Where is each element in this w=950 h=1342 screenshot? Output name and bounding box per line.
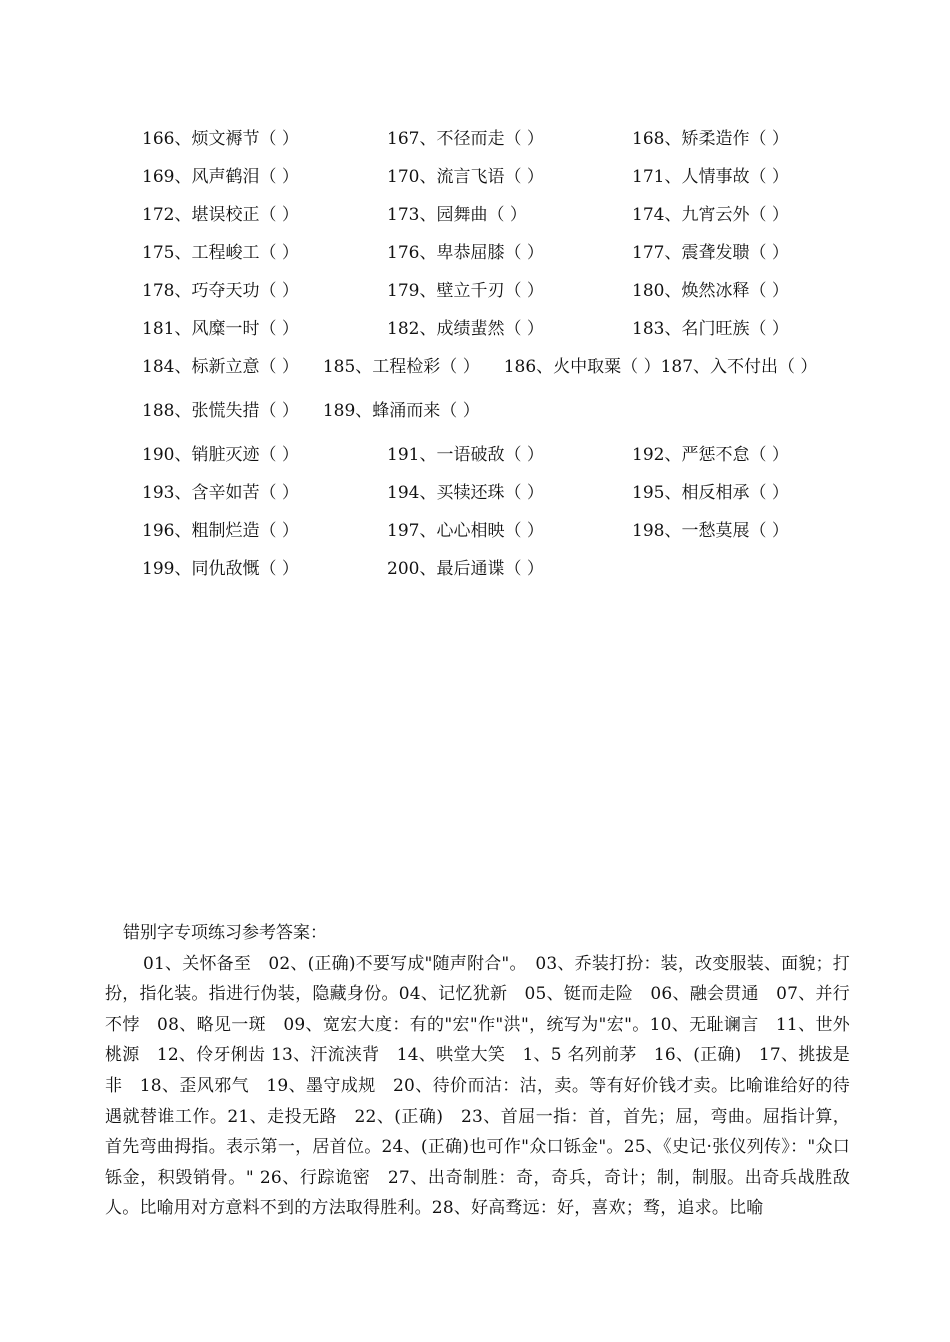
exercise-item: 168、矫柔造作（ ） (632, 128, 789, 149)
exercise-item: 171、人情事故（ ） (632, 166, 789, 187)
exercise-item: 200、最后通谍（ ） (387, 558, 544, 579)
exercise-item: 188、张慌失措（ ） (142, 401, 299, 421)
exercise-row (142, 231, 852, 269)
exercise-row (142, 193, 852, 231)
exercise-item: 196、粗制烂造（ ） (142, 520, 299, 541)
exercise-item: 198、一愁莫展（ ） (632, 520, 789, 541)
exercise-item: 181、风糜一时（ ） (142, 318, 299, 339)
exercise-item: 197、心心相映（ ） (387, 520, 544, 541)
exercise-item: 167、不径而走（ ） (387, 128, 544, 149)
exercise-item: 182、成绩蜚然（ ） (387, 318, 544, 339)
exercise-row (142, 433, 852, 471)
exercise-row (142, 547, 852, 585)
exercise-item: 169、风声鹤泪（ ） (142, 166, 299, 187)
answer-key-title: 错别字专项练习参考答案： (123, 923, 327, 943)
exercise-row-wrapped (142, 345, 852, 433)
exercise-item: 194、买犊还珠（ ） (387, 482, 544, 503)
exercise-row (142, 117, 852, 155)
exercise-item: 175、工程峻工（ ） (142, 242, 299, 263)
exercise-row (142, 269, 852, 307)
answer-key (105, 918, 850, 1224)
exercise-item: 193、含辛如苦（ ） (142, 482, 299, 503)
exercise-row (142, 471, 852, 509)
exercise-item: 186、火中取粟（ ）187、入不付出（ ） (503, 357, 818, 377)
exercise-item: 195、相反相承（ ） (632, 482, 789, 503)
exercise-item: 190、销脏灭迹（ ） (142, 444, 299, 465)
exercise-item: 173、园舞曲（ ） (387, 204, 527, 225)
exercise-item: 185、工程检彩（ ） (322, 357, 480, 377)
exercise-row (142, 307, 852, 345)
exercise-item: 172、堪误校正（ ） (142, 204, 299, 225)
exercise-item: 199、同仇敌慨（ ） (142, 558, 299, 579)
exercise-item: 183、名门旺族（ ） (632, 318, 789, 339)
exercise-list (142, 117, 852, 585)
exercise-item: 184、标新立意（ ） (142, 357, 299, 377)
exercise-item: 170、流言飞语（ ） (387, 166, 544, 187)
exercise-item: 189、蜂涌而来（ ） (322, 401, 480, 421)
exercise-item: 180、焕然冰释（ ） (632, 280, 789, 301)
exercise-row (142, 509, 852, 547)
exercise-item: 174、九宵云外（ ） (632, 204, 789, 225)
exercise-item: 192、严惩不怠（ ） (632, 444, 789, 465)
exercise-item: 176、卑恭屈膝（ ） (387, 242, 544, 263)
answer-key-body: 01、关怀备至 02、(正确)不要写成"随声附合"。 03、乔装打扮：装，改变服装、面貌；打扮，指化装。指进行伪装，隐藏身份。04、记忆犹新 05、铤而走险 06、融会贯通 07、并行不悖 08、略见一斑 09、宽宏大度：有的"宏"作"洪"，统写为"宏"。10、无耻谰言 11、世外桃源 12、伶牙俐齿 13、汗流浃背 14、哄堂大笑 1、5 名列前茅 16、(正确) 17、挑拔是非 18、歪风邪气 19、墨守成规 20、待价而沽：沽，卖。等有好价钱才卖。比喻谁给好的待遇就替谁工作。21、走投无路 22、(正确) 23、首屈一指：首，首先；屈，弯曲。屈指计算，首先弯曲拇指。表示第一，居首位。24、(正确)也可作"众口铄金"。25、《史记·张仪列传》："众口铄金，积毁销骨。" 26、行踪诡密 27、出奇制胜：奇，奇兵，奇计；制，制服。出奇兵战胜敌人。比喻用对方意料不到的方法取得胜利。28、好高骛远：好，喜欢；骛，追求。比喻 (105, 953, 850, 1219)
exercise-item: 179、壁立千刃（ ） (387, 280, 544, 301)
exercise-item: 177、震聋发聩（ ） (632, 242, 789, 263)
exercise-item: 178、巧夺天功（ ） (142, 280, 299, 301)
exercise-row (142, 155, 852, 193)
exercise-item: 166、烦文褥节（ ） (142, 128, 299, 149)
exercise-item: 191、一语破敌（ ） (387, 444, 544, 465)
